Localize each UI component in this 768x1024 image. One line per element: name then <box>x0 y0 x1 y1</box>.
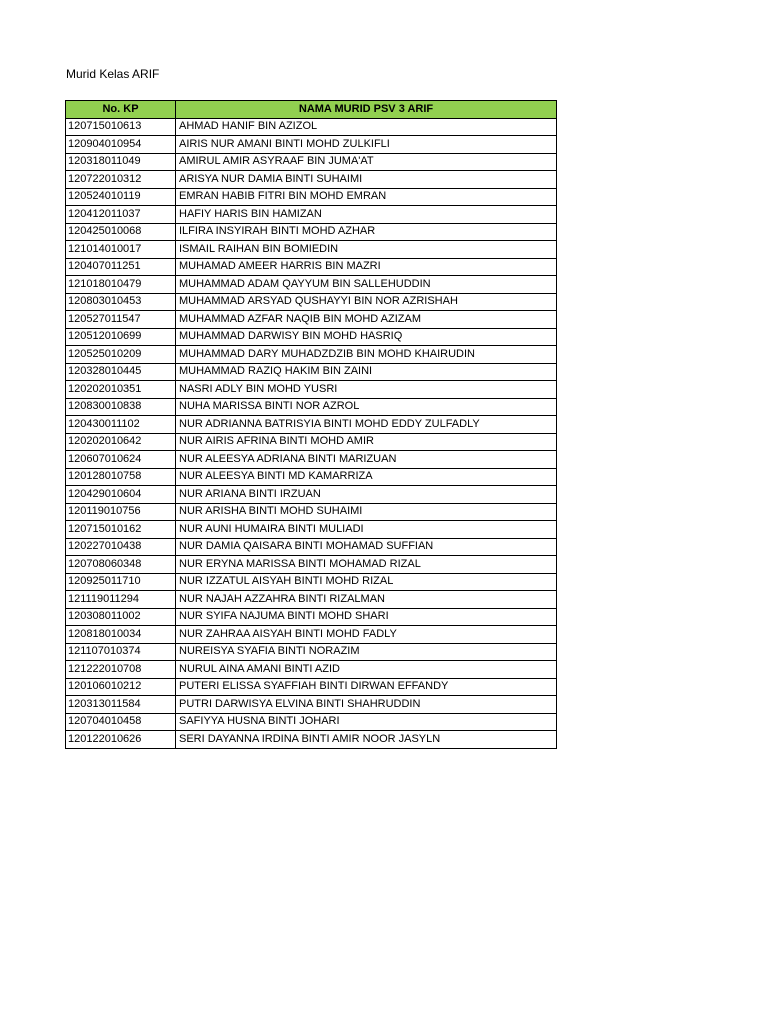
student-kp-cell: 120202010351 <box>66 381 176 399</box>
student-kp-cell: 120412011037 <box>66 206 176 224</box>
student-name-cell: NUR IZZATUL AISYAH BINTI MOHD RIZAL <box>176 573 557 591</box>
table-row <box>66 643 557 661</box>
student-kp-cell: 120106010212 <box>66 678 176 696</box>
student-name-cell: ARISYA NUR DAMIA BINTI SUHAIMI <box>176 171 557 189</box>
student-kp-cell: 121107010374 <box>66 643 176 661</box>
student-kp-cell: 121014010017 <box>66 241 176 259</box>
student-kp-cell: 120313011584 <box>66 696 176 714</box>
student-name-cell: HAFIY HARIS BIN HAMIZAN <box>176 206 557 224</box>
student-name-cell: NUR AUNI HUMAIRA BINTI MULIADI <box>176 521 557 539</box>
student-name-cell: MUHAMMAD AZFAR NAQIB BIN MOHD AZIZAM <box>176 311 557 329</box>
student-kp-cell: 120803010453 <box>66 293 176 311</box>
table-row <box>66 171 557 189</box>
table-row <box>66 626 557 644</box>
student-name-cell: MUHAMMAD ARSYAD QUSHAYYI BIN NOR AZRISHAH <box>176 293 557 311</box>
student-kp-cell: 120122010626 <box>66 731 176 749</box>
table-row <box>66 276 557 294</box>
table-row <box>66 661 557 679</box>
table-row <box>66 293 557 311</box>
table-row <box>66 608 557 626</box>
table-row <box>66 731 557 749</box>
student-kp-cell: 120328010445 <box>66 363 176 381</box>
student-name-cell: MUHAMMAD DARY MUHADZDZIB BIN MOHD KHAIRUDIN <box>176 346 557 364</box>
table-row <box>66 713 557 731</box>
student-kp-cell: 120830010838 <box>66 398 176 416</box>
student-name-cell: ISMAIL RAIHAN BIN BOMIEDIN <box>176 241 557 259</box>
table-row <box>66 503 557 521</box>
student-name-cell: NUR ARIANA BINTI IRZUAN <box>176 486 557 504</box>
table-row <box>66 678 557 696</box>
student-name-cell: NURUL AINA AMANI BINTI AZID <box>176 661 557 679</box>
table-row <box>66 416 557 434</box>
column-header-kp: No. KP <box>66 101 176 119</box>
student-kp-cell: 120524010119 <box>66 188 176 206</box>
student-name-cell: MUHAMMAD ADAM QAYYUM BIN SALLEHUDDIN <box>176 276 557 294</box>
student-name-cell: NUHA MARISSA BINTI NOR AZROL <box>176 398 557 416</box>
table-row <box>66 188 557 206</box>
student-name-cell: NUR SYIFA NAJUMA BINTI MOHD SHARI <box>176 608 557 626</box>
table-row <box>66 381 557 399</box>
table-row <box>66 591 557 609</box>
student-name-cell: PUTRI DARWISYA ELVINA BINTI SHAHRUDDIN <box>176 696 557 714</box>
student-kp-cell: 120607010624 <box>66 451 176 469</box>
table-row <box>66 346 557 364</box>
student-kp-cell: 120407011251 <box>66 258 176 276</box>
student-name-cell: NUR DAMIA QAISARA BINTI MOHAMAD SUFFIAN <box>176 538 557 556</box>
student-kp-cell: 120512010699 <box>66 328 176 346</box>
table-row <box>66 521 557 539</box>
student-name-cell: AMIRUL AMIR ASYRAAF BIN JUMA'AT <box>176 153 557 171</box>
table-row <box>66 486 557 504</box>
student-kp-cell: 120708060348 <box>66 556 176 574</box>
student-name-cell: SAFIYYA HUSNA BINTI JOHARI <box>176 713 557 731</box>
table-row <box>66 433 557 451</box>
student-name-cell: NUR ARISHA BINTI MOHD SUHAIMI <box>176 503 557 521</box>
student-name-cell: AIRIS NUR AMANI BINTI MOHD ZULKIFLI <box>176 136 557 154</box>
table-row <box>66 573 557 591</box>
student-kp-cell: 120128010758 <box>66 468 176 486</box>
page-title: Murid Kelas ARIF <box>66 67 160 81</box>
table-row <box>66 223 557 241</box>
student-name-cell: NUR ERYNA MARISSA BINTI MOHAMAD RIZAL <box>176 556 557 574</box>
student-name-cell: AHMAD HANIF BIN AZIZOL <box>176 118 557 136</box>
student-kp-cell: 120308011002 <box>66 608 176 626</box>
table-row <box>66 206 557 224</box>
table-row <box>66 328 557 346</box>
student-kp-cell: 120119010756 <box>66 503 176 521</box>
student-kp-cell: 120425010068 <box>66 223 176 241</box>
student-kp-cell: 120925011710 <box>66 573 176 591</box>
student-kp-cell: 120722010312 <box>66 171 176 189</box>
table-row <box>66 311 557 329</box>
student-name-cell: MUHAMMAD RAZIQ HAKIM BIN ZAINI <box>176 363 557 381</box>
student-name-cell: MUHAMAD AMEER HARRIS BIN MAZRI <box>176 258 557 276</box>
table-row <box>66 258 557 276</box>
table-row <box>66 696 557 714</box>
student-kp-cell: 121222010708 <box>66 661 176 679</box>
student-name-cell: NUR ALEESYA BINTI MD KAMARRIZA <box>176 468 557 486</box>
student-name-cell: NUR ZAHRAA AISYAH BINTI MOHD FADLY <box>176 626 557 644</box>
student-kp-cell: 121018010479 <box>66 276 176 294</box>
student-kp-cell: 121119011294 <box>66 591 176 609</box>
student-kp-cell: 120818010034 <box>66 626 176 644</box>
student-name-cell: EMRAN HABIB FITRI BIN MOHD EMRAN <box>176 188 557 206</box>
table-row <box>66 468 557 486</box>
column-header-name: NAMA MURID PSV 3 ARIF <box>176 101 557 119</box>
table-row <box>66 363 557 381</box>
student-name-cell: NUR ADRIANNA BATRISYIA BINTI MOHD EDDY ZULFADLY <box>176 416 557 434</box>
table-row <box>66 118 557 136</box>
student-kp-cell: 120227010438 <box>66 538 176 556</box>
student-kp-cell: 120202010642 <box>66 433 176 451</box>
student-kp-cell: 120430011102 <box>66 416 176 434</box>
table-row <box>66 398 557 416</box>
table-header-row <box>66 101 557 119</box>
student-kp-cell: 120527011547 <box>66 311 176 329</box>
student-name-cell: NUR AIRIS AFRINA BINTI MOHD AMIR <box>176 433 557 451</box>
student-kp-cell: 120525010209 <box>66 346 176 364</box>
student-kp-cell: 120904010954 <box>66 136 176 154</box>
student-kp-cell: 120318011049 <box>66 153 176 171</box>
student-name-cell: NUR NAJAH AZZAHRA BINTI RIZALMAN <box>176 591 557 609</box>
student-kp-cell: 120715010162 <box>66 521 176 539</box>
student-name-cell: ILFIRA INSYIRAH BINTI MOHD AZHAR <box>176 223 557 241</box>
student-name-cell: NUREISYA SYAFIA BINTI NORAZIM <box>176 643 557 661</box>
table-row <box>66 451 557 469</box>
student-kp-cell: 120429010604 <box>66 486 176 504</box>
table-row <box>66 538 557 556</box>
student-name-cell: NASRI ADLY BIN MOHD YUSRI <box>176 381 557 399</box>
table-row <box>66 136 557 154</box>
student-name-cell: NUR ALEESYA ADRIANA BINTI MARIZUAN <box>176 451 557 469</box>
student-kp-cell: 120715010613 <box>66 118 176 136</box>
student-table <box>65 100 557 749</box>
student-name-cell: PUTERI ELISSA SYAFFIAH BINTI DIRWAN EFFANDY <box>176 678 557 696</box>
student-kp-cell: 120704010458 <box>66 713 176 731</box>
table-row <box>66 241 557 259</box>
student-name-cell: MUHAMMAD DARWISY BIN MOHD HASRIQ <box>176 328 557 346</box>
table-row <box>66 556 557 574</box>
table-body <box>66 118 557 748</box>
student-name-cell: SERI DAYANNA IRDINA BINTI AMIR NOOR JASYLN <box>176 731 557 749</box>
table-row <box>66 153 557 171</box>
